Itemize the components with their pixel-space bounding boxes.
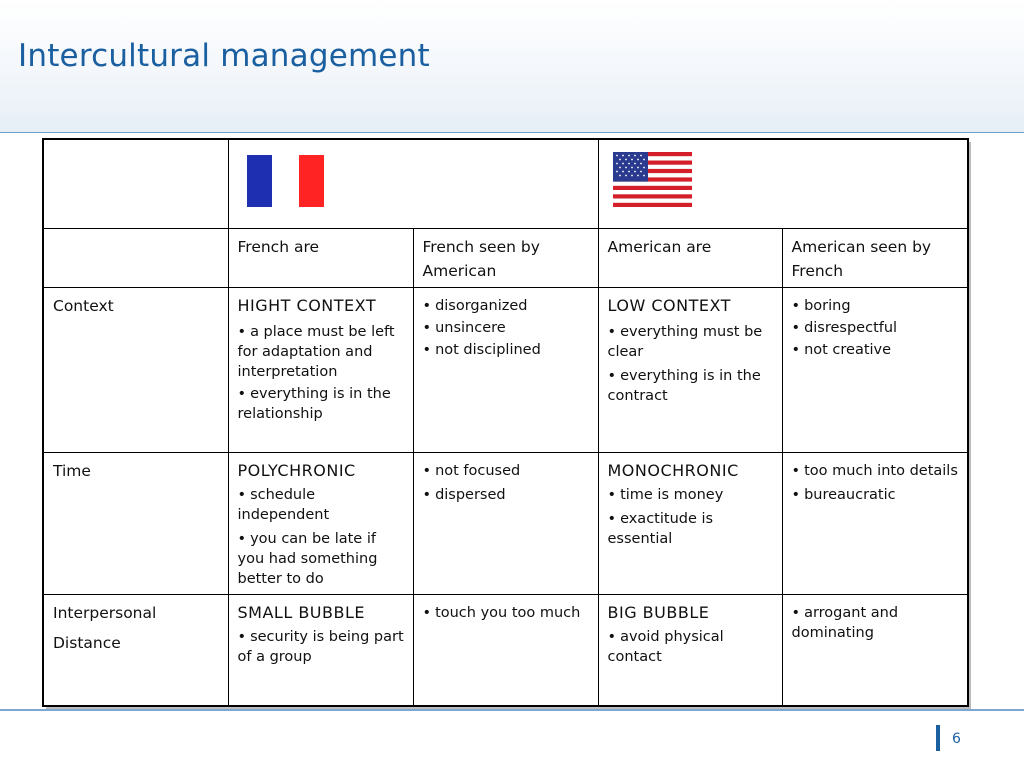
list-item: • not focused	[422, 463, 521, 479]
cell-lead: LOW CONTEXT	[607, 296, 731, 315]
list-item: • disorganized	[422, 298, 528, 314]
cell-lead: MONOCHRONIC	[607, 461, 739, 480]
list-item: • a place must be left for adaptation and interpretation	[237, 324, 395, 380]
list-item: • bureaucratic	[791, 487, 896, 503]
american-seen-cell	[782, 453, 968, 595]
slide-title: Intercultural management	[18, 38, 430, 74]
list-item: • everything must be clear	[607, 324, 763, 360]
row-label-cell	[43, 288, 228, 453]
list-item: • disrespectful	[791, 320, 898, 336]
header-american-are: American are	[598, 229, 782, 288]
cell-lead: BIG BUBBLE	[607, 603, 710, 622]
header-french-seen-by-american: French seen by American	[413, 229, 598, 288]
page-number: 6	[952, 731, 961, 747]
row-label: Distance	[53, 634, 121, 652]
row-label: Context	[53, 297, 114, 315]
list-item: • exactitude is essential	[607, 511, 714, 547]
american-flag-icon	[613, 152, 692, 207]
list-item: • not disciplined	[422, 342, 541, 358]
list-item: • avoid physical contact	[607, 629, 724, 665]
usa-flag-cell	[598, 139, 968, 229]
american-are-cell	[598, 288, 782, 453]
list-item: • everything is in the relationship	[237, 386, 391, 422]
comparison-table-frame	[42, 138, 967, 705]
header-divider	[0, 132, 1024, 133]
row-label-cell	[43, 595, 228, 707]
american-are-cell	[598, 595, 782, 707]
row-label-cell	[43, 453, 228, 595]
american-seen-cell	[782, 595, 968, 707]
french-seen-cell	[413, 288, 598, 453]
list-item: • you can be late if you had something better to do	[237, 531, 378, 587]
list-item: • dispersed	[422, 487, 506, 503]
american-seen-cell	[782, 288, 968, 453]
french-are-cell	[228, 595, 413, 707]
list-item: • arrogant and dominating	[791, 605, 899, 641]
cell-lead: SMALL BUBBLE	[237, 603, 365, 622]
france-flag-cell	[228, 139, 598, 229]
french-seen-cell	[413, 595, 598, 707]
list-item: • too much into details	[791, 463, 958, 479]
american-are-cell	[598, 453, 782, 595]
header-french-are: French are	[228, 229, 413, 288]
french-seen-cell	[413, 453, 598, 595]
french-are-cell	[228, 453, 413, 595]
cell-lead: POLYCHRONIC	[237, 461, 356, 480]
header-american-seen-by-french: American seen by French	[782, 229, 968, 288]
list-item: • boring	[791, 298, 851, 314]
table-row-context	[43, 288, 968, 453]
cell-lead: HIGHT CONTEXT	[237, 296, 377, 315]
list-item: • not creative	[791, 342, 892, 358]
french-are-cell	[228, 288, 413, 453]
comparison-table	[42, 138, 969, 707]
french-flag-icon	[247, 155, 324, 207]
list-item: • touch you too much	[422, 605, 581, 621]
flags-row	[43, 139, 968, 229]
header-empty-cell	[43, 229, 228, 288]
page-number-bar	[936, 725, 940, 751]
row-label: Time	[53, 462, 91, 480]
footer-divider	[0, 709, 1024, 711]
column-header-row	[43, 229, 968, 288]
list-item: • everything is in the contract	[607, 368, 761, 404]
empty-corner-cell	[43, 139, 228, 229]
table-row-time	[43, 453, 968, 595]
table-row-interpersonal-distance	[43, 595, 968, 707]
list-item: • time is money	[607, 487, 724, 503]
list-item: • unsincere	[422, 320, 506, 336]
list-item: • schedule independent	[237, 487, 330, 523]
list-item: • security is being part of a group	[237, 629, 404, 665]
row-label: Interpersonal	[53, 604, 157, 622]
